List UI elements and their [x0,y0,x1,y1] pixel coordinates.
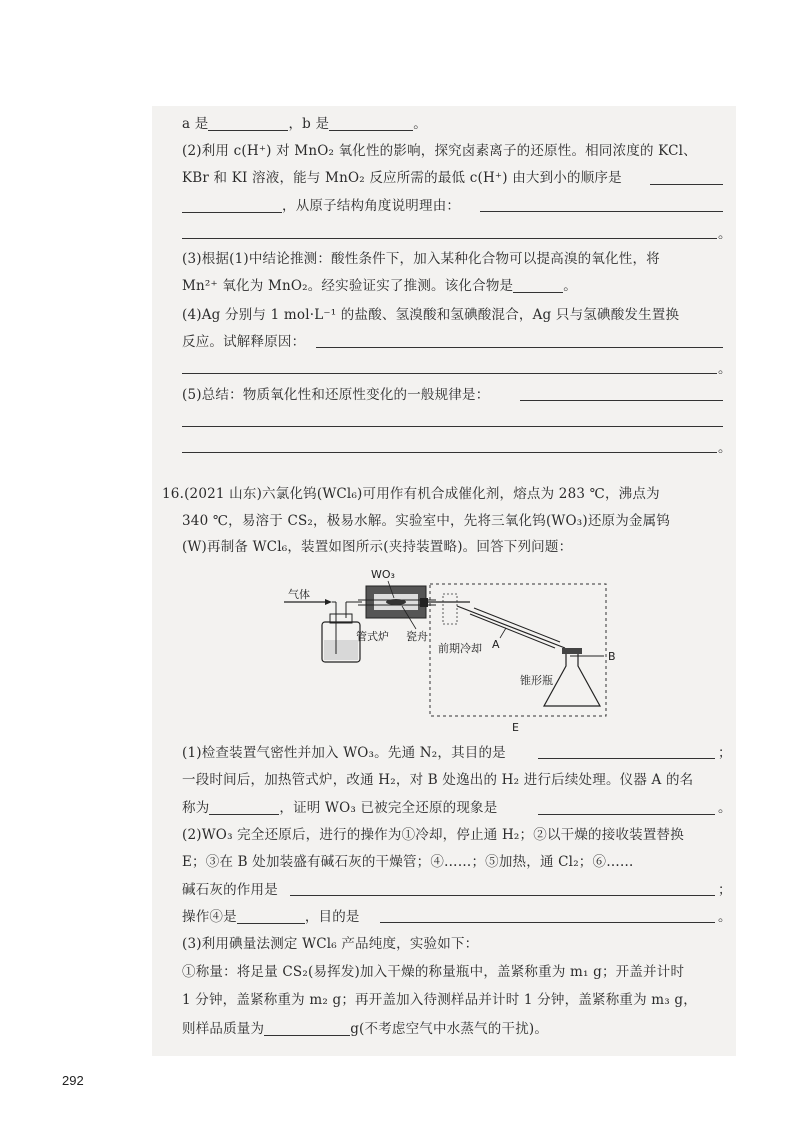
q16-p2-line-4: 操作④是 ，目的是 [182,909,360,925]
blank-q5-1[interactable] [520,400,723,401]
label-furnace: 管式炉 [356,630,389,643]
q2-line-3: ，从原子结构角度说明理由： [182,196,460,216]
q3-line-2: Mn²⁺ 氧化为 MnO₂。经实验证实了推测。该化合物是 。 [182,278,577,294]
label-flask: 锥形瓶 [520,674,553,687]
label-gas: 气体 [288,588,310,601]
blank-p3-mass[interactable] [264,1021,350,1036]
q16-line-1: 16.(2021 山东)六氯化钨(WCl₆)可用作有机合成催化剂，熔点为 283 ℃，沸点为 [162,486,660,502]
q2-line-2: KBr 和 KI 溶液，能与 MnO₂ 反应所需的最低 c(H⁺) 由大到小的顺序是 [182,170,622,186]
blank-q5-3[interactable] [182,452,717,453]
q16-line-2: 340 ℃，易溶于 CS₂，极易水解。实验室中，先将三氧化钨(WO₃)还原为金属钨 [182,513,671,529]
blank-q4-reason-1[interactable] [316,347,723,348]
label-wo3: WO₃ [371,568,395,581]
blank-b[interactable] [329,116,413,131]
q16-p1-line-1: (1)检查装置气密性并加入 WO₃。先通 N₂，其目的是 [182,745,506,761]
blank-a[interactable] [208,116,288,131]
blank-q5-2[interactable] [182,426,723,427]
q5-line-1: (5)总结：物质氧化性和还原性变化的一般规律是： [182,387,490,403]
q16-p3-line-3: 1 分钟，盖紧称重为 m₂ g；再开盖加入待测样品并计时 1 分钟，盖紧称重为 m₃ g， [182,992,697,1008]
q16-p1-line-3: 称为 ，证明 WO₃ 已被完全还原的现象是 [182,800,498,816]
q16-line-3: (W)再制备 WCl₆，装置如图所示(夹持装置略)。回答下列问题： [182,539,573,555]
blank-q4-reason-2[interactable] [182,373,717,374]
q16-p3-line-4: 则样品质量为 g(不考虑空气中水蒸气的干扰)。 [182,1021,549,1037]
label-precool: 前期冷却 [438,642,482,655]
q4-line-1: (4)Ag 分别与 1 mol·L⁻¹ 的盐酸、氢溴酸和氢碘酸混合，Ag 只与氢碘酸发生置换 [182,307,680,323]
page-number: 292 [62,1073,84,1088]
q16-p1-line-2: 一段时间后，加热管式炉，改通 H₂，对 B 处逸出的 H₂ 进行后续处理。仪器 A 的名 [182,772,694,788]
apparatus-diagram [270,556,620,736]
precool-zone [443,594,457,624]
blank-p1-phenomenon[interactable] [538,814,715,815]
bottle-liquid [324,640,358,660]
porcelain-boat [386,599,406,605]
answer-line-a-b: a 是 ，b 是 。 [182,116,427,132]
blank-q3-compound[interactable] [513,278,563,293]
q4-line-2: 反应。试解释原因： [182,334,306,350]
blank-p1-purpose[interactable] [538,758,715,759]
label-a: a 是 [182,116,209,132]
label-a: A [492,638,500,651]
blank-p1-instrument[interactable] [209,800,279,815]
blank-p2-step4[interactable] [237,909,305,924]
label-b: B [608,650,616,663]
q3-line-1: (3)根据(1)中结论推测：酸性条件下，加入某种化合物可以提高溴的氧化性，将 [182,251,660,267]
blank-q2-order-2[interactable] [182,198,282,213]
blank-p2-soda-lime[interactable] [290,895,715,896]
q16-p2-line-2: E；③在 B 处加装盛有碱石灰的干燥管；④……；⑤加热，通 Cl₂；⑥…… [182,854,634,870]
flask-stopper [562,648,582,654]
blank-p2-purpose[interactable] [380,922,715,923]
label-boat: 瓷舟 [406,630,428,643]
label-e: E [512,721,519,734]
q16-p3-line-2: ①称量：将足量 CS₂(易挥发)加入干燥的称量瓶中，盖紧称重为 m₁ g；开盖并计时 [182,964,685,980]
blank-q2-reason-1[interactable] [480,211,723,212]
gas-arrow-head [325,599,332,605]
q16-p3-line-1: (3)利用碘量法测定 WCl₆ 产品纯度，实验如下： [182,936,479,952]
label-b: ，b 是 [288,116,330,132]
blank-q2-reason-2[interactable] [182,238,717,239]
connector-1 [420,598,428,607]
q2-line-1: (2)利用 c(H⁺) 对 MnO₂ 氧化性的影响，探究卤素离子的还原性。相同浓度的 KCl、 [182,143,697,159]
blank-q2-order-1[interactable] [650,184,723,185]
q16-p2-line-1: (2)WO₃ 完全还原后，进行的操作为①冷却，停止通 H₂；②以干燥的接收装置替换 [182,827,684,843]
q16-p2-line-3: 碱石灰的作用是 [182,882,278,898]
